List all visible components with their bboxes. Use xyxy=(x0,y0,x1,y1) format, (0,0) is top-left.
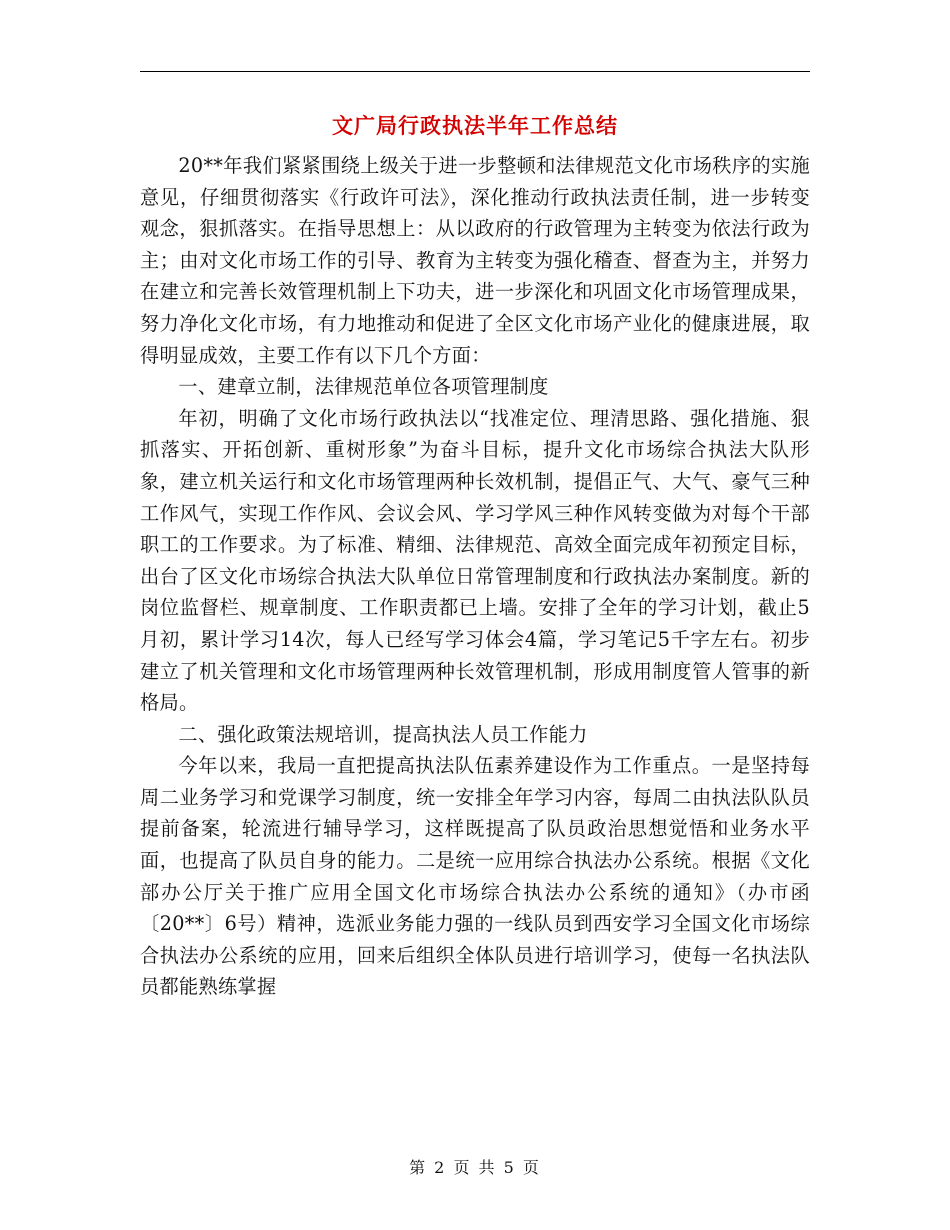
section-heading-1: 一、建章立制，法律规范单位各项管理制度 xyxy=(178,375,549,399)
paragraph-section-1: 年初，明确了文化市场行政执法以“找准定位、理清思路、强化措施、狠抓落实、开拓创新、重树形象”为奋斗目标，提升文化市场综合执法大队形象，建立机关运行和文化市场管理两种长效机制，提倡正气、大气、豪气三种工作风气，实现工作作风、会议会风、学习学风三种作风转变做为对每个干部职工的工作要求。为了标准、精细、法律规范、高效全面完成年初预定目标，出台了区文化市场综合执法大队单位日常管理制度和行政执法办案制度。新的岗位监督栏、规章制度、工作职责都已上墙。安排了全年的学习计划，截止5月初，累计学习14次，每人已经写学习体会4篇，学习笔记5千字左右。初步建立了机关管理和文化市场管理两种长效管理机制，形成用制度管人管事的新格局。 xyxy=(140,406,810,715)
document-title: 文广局行政执法半年工作总结 xyxy=(332,113,618,138)
section-heading-2: 二、强化政策法规培训，提高执法人员工作能力 xyxy=(178,722,588,746)
page-footer: 第 2 页 共 5 页 xyxy=(409,1158,541,1177)
paragraph-section-2: 今年以来，我局一直把提高执法队伍素养建设作为工作重点。一是坚持每周二业务学习和党课学习制度，统一安排全年学习内容，每周二由执法队队员提前备案，轮流进行辅导学习，这样既提高了队员政治思想觉悟和业务水平面，也提高了队员自身的能力。二是统一应用综合执法办公系统。根据《文化部办公厅关于推广应用全国文化市场综合执法办公系统的通知》（办市函〔20**〕6号）精神，选派业务能力强的一线队员到西安学习全国文化市场综合执法办公系统的应用，回来后组织全体队员进行培训学习，使每一名执法队员都能熟练掌握 xyxy=(140,754,810,999)
paragraph-intro: 20**年我们紧紧围绕上级关于进一步整顿和法律规范文化市场秩序的实施意见，仔细贯彻落实《行政许可法》，深化推动行政执法责任制，进一步转变观念，狠抓落实。在指导思想上：从以政府的行政管理为主转变为依法行政为主；由对文化市场工作的引导、教育为主转变为强化稽查、督查为主，并努力在建立和完善长效管理机制上下功夫，进一步深化和巩固文化市场管理成果，努力净化文化市场，有力地推动和促进了全区文化市场产业化的健康进展，取得明显成效，主要工作有以下几个方面： xyxy=(140,154,810,367)
document-body xyxy=(140,150,810,1003)
header-rule xyxy=(140,71,810,72)
